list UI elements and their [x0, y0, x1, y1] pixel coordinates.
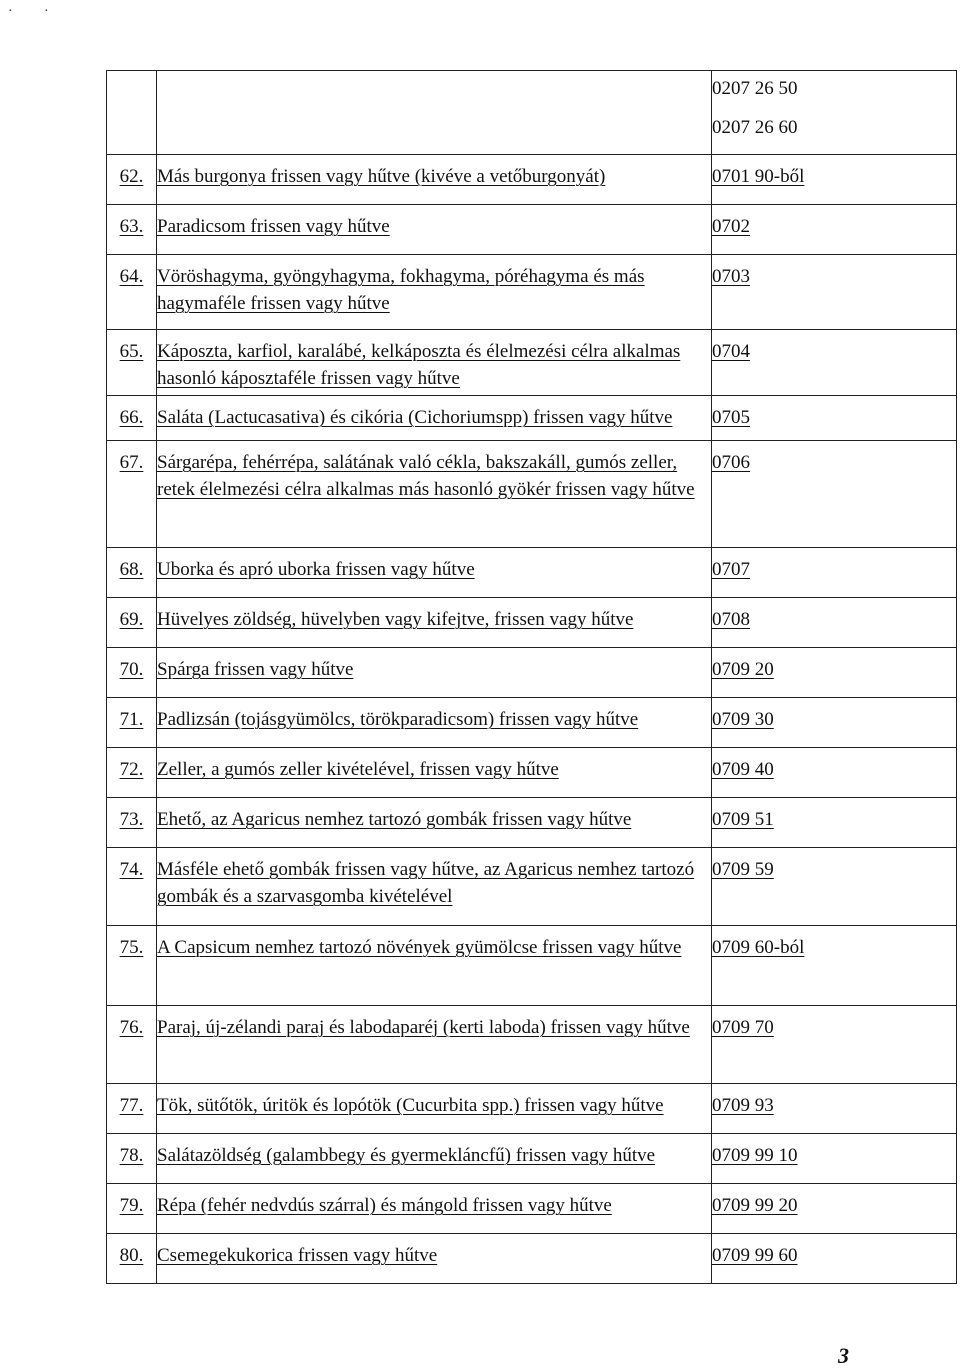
row-number-cell — [107, 926, 157, 1006]
row-description: A Capsicum nemhez tartozó növények gyümölcse frissen vagy hűtve — [157, 937, 682, 958]
row-number: 74. — [119, 859, 144, 880]
row-code-cell — [712, 598, 957, 648]
table-row — [107, 698, 957, 748]
row-code-cell — [712, 798, 957, 848]
row-number-cell — [107, 396, 157, 441]
row-code-cell — [712, 1006, 957, 1084]
row-number-cell — [107, 848, 157, 926]
row-code: 0709 99 60 — [712, 1245, 798, 1266]
table-row — [107, 330, 957, 396]
row-number: 70. — [119, 659, 144, 680]
row-description-cell — [157, 548, 712, 598]
row-code-cell — [712, 698, 957, 748]
row-code: 0709 51 — [712, 809, 774, 830]
row-number-cell — [107, 698, 157, 748]
row-description: Ehető, az Agaricus nemhez tartozó gombák frissen vagy hűtve — [157, 809, 632, 830]
header-code: 0207 26 60 — [712, 117, 798, 138]
table-row — [107, 598, 957, 648]
row-description-cell — [157, 155, 712, 205]
row-number: 67. — [119, 452, 144, 473]
code-cell — [712, 71, 957, 155]
row-number-cell — [107, 1234, 157, 1284]
row-description: Zeller, a gumós zeller kivételével, frissen vagy hűtve — [157, 759, 559, 780]
row-description: Paraj, új-zélandi paraj és labodaparéj (kerti laboda) frissen vagy hűtve — [157, 1017, 690, 1038]
row-number-cell — [107, 798, 157, 848]
row-number-cell — [107, 598, 157, 648]
row-number: 80. — [119, 1245, 144, 1266]
table-row — [107, 205, 957, 255]
row-description-cell — [157, 396, 712, 441]
row-code-cell — [712, 205, 957, 255]
table-row — [107, 548, 957, 598]
row-number: 77. — [119, 1095, 144, 1116]
row-description: Uborka és apró uborka frissen vagy hűtve — [157, 559, 475, 580]
row-description-cell — [157, 598, 712, 648]
table-row — [107, 1234, 957, 1284]
row-description-cell — [157, 1184, 712, 1234]
table-row — [107, 648, 957, 698]
row-code-cell — [712, 548, 957, 598]
row-code-cell — [712, 155, 957, 205]
table-row — [107, 798, 957, 848]
row-number: 71. — [119, 709, 144, 730]
row-code: 0707 — [712, 559, 750, 580]
row-description: Padlizsán (tojásgyümölcs, törökparadicsom) frissen vagy hűtve — [157, 709, 639, 730]
row-description-cell — [157, 798, 712, 848]
row-description-cell — [157, 1006, 712, 1084]
row-description: Saláta (Lactucasativa) és cikória (Cichoriumspp) frissen vagy hűtve — [157, 407, 673, 428]
row-number-cell — [107, 1084, 157, 1134]
row-number-cell — [107, 1006, 157, 1084]
row-code: 0703 — [712, 266, 750, 287]
row-code-cell — [712, 441, 957, 548]
row-number: 69. — [119, 609, 144, 630]
row-number: 78. — [119, 1145, 144, 1166]
row-code: 0705 — [712, 407, 750, 428]
row-code-cell — [712, 330, 957, 396]
row-description: Salátazöldség (galambbegy és gyermekláncfű) frissen vagy hűtve — [157, 1145, 656, 1166]
row-description-cell — [157, 1134, 712, 1184]
row-code: 0709 99 10 — [712, 1145, 798, 1166]
row-number: 63. — [119, 216, 144, 237]
row-number: 73. — [119, 809, 144, 830]
row-number: 72. — [119, 759, 144, 780]
page-number: 3 — [838, 1343, 849, 1368]
row-description: Tök, sütőtök, úritök és lopótök (Cucurbita spp.) frissen vagy hűtve — [157, 1095, 664, 1116]
table-row — [107, 1134, 957, 1184]
row-code-cell — [712, 255, 957, 330]
row-description: Sárgarépa, fehérrépa, salátának való cékla, bakszakáll, gumós zeller, retek élelmezési célra alkalmas más hasonló gyökér frissen vagy hűtve — [157, 452, 695, 500]
row-description-cell — [157, 1084, 712, 1134]
scan-mark: · — [44, 4, 49, 19]
row-number-cell — [107, 548, 157, 598]
row-description: Spárga frissen vagy hűtve — [157, 659, 354, 680]
row-description: Másféle ehető gombák frissen vagy hűtve, az Agaricus nemhez tartozó gombák és a szarvasgomba kivételével — [157, 859, 695, 907]
table-row — [107, 155, 957, 205]
row-number-cell — [107, 1134, 157, 1184]
row-description-cell — [157, 698, 712, 748]
row-description: Répa (fehér nedvdús szárral) és mángold frissen vagy hűtve — [157, 1195, 612, 1216]
row-code-cell — [712, 926, 957, 1006]
table-row — [107, 848, 957, 926]
row-description-cell — [157, 1234, 712, 1284]
row-code: 0709 59 — [712, 859, 774, 880]
scan-mark: · — [8, 4, 13, 19]
row-code-cell — [712, 1084, 957, 1134]
description-cell — [157, 71, 712, 155]
row-description: Csemegekukorica frissen vagy hűtve — [157, 1245, 438, 1266]
row-number-cell — [107, 648, 157, 698]
row-number-cell — [107, 205, 157, 255]
row-description-cell — [157, 205, 712, 255]
row-code: 0709 40 — [712, 759, 774, 780]
row-code-cell — [712, 748, 957, 798]
table-row — [107, 255, 957, 330]
row-description: Más burgonya frissen vagy hűtve (kivéve a vetőburgonyát) — [157, 166, 606, 187]
row-description: Paradicsom frissen vagy hűtve — [157, 216, 390, 237]
row-number-cell — [107, 255, 157, 330]
row-code-cell — [712, 1234, 957, 1284]
row-description-cell — [157, 926, 712, 1006]
row-code: 0709 60-ból — [712, 937, 805, 958]
row-code: 0709 70 — [712, 1017, 774, 1038]
row-code: 0709 99 20 — [712, 1195, 798, 1216]
row-description: Vöröshagyma, gyöngyhagyma, fokhagyma, póréhagyma és más hagymaféle frissen vagy hűtve — [157, 266, 645, 314]
row-code: 0709 93 — [712, 1095, 774, 1116]
row-code-cell — [712, 1184, 957, 1234]
table-row — [107, 1084, 957, 1134]
row-number-cell — [107, 1184, 157, 1234]
tariff-table — [106, 70, 957, 1284]
row-number: 79. — [119, 1195, 144, 1216]
row-description-cell — [157, 255, 712, 330]
row-description-cell — [157, 748, 712, 798]
row-number: 64. — [119, 266, 144, 287]
row-code: 0709 30 — [712, 709, 774, 730]
table-row — [107, 1184, 957, 1234]
row-number: 75. — [119, 937, 144, 958]
table-row — [107, 1006, 957, 1084]
row-code: 0708 — [712, 609, 750, 630]
row-code-cell — [712, 648, 957, 698]
row-code-cell — [712, 396, 957, 441]
row-code-cell — [712, 1134, 957, 1184]
row-number-cell — [107, 155, 157, 205]
row-code: 0704 — [712, 341, 750, 362]
row-description-cell — [157, 441, 712, 548]
row-code-cell — [712, 848, 957, 926]
row-code: 0701 90-ből — [712, 166, 805, 187]
row-code: 0706 — [712, 452, 750, 473]
row-number-cell — [107, 71, 157, 155]
row-number: 76. — [119, 1017, 144, 1038]
table-row — [107, 396, 957, 441]
row-number: 62. — [119, 166, 144, 187]
row-number: 68. — [119, 559, 144, 580]
header-code: 0207 26 50 — [712, 78, 798, 99]
row-number: 65. — [119, 341, 144, 362]
table-row — [107, 926, 957, 1006]
row-number-cell — [107, 330, 157, 396]
row-number-cell — [107, 748, 157, 798]
row-description-cell — [157, 330, 712, 396]
row-description-cell — [157, 848, 712, 926]
table-row — [107, 748, 957, 798]
row-number: 66. — [119, 407, 144, 428]
row-description: Hüvelyes zöldség, hüvelyben vagy kifejtve, frissen vagy hűtve — [157, 609, 634, 630]
row-code: 0702 — [712, 216, 750, 237]
row-code: 0709 20 — [712, 659, 774, 680]
table-row-header-codes — [107, 71, 957, 155]
table-row — [107, 441, 957, 548]
row-description: Káposzta, karfiol, karalábé, kelkáposzta és élelmezési célra alkalmas hasonló káposztaféle frissen vagy hűtve — [157, 341, 681, 389]
row-number-cell — [107, 441, 157, 548]
row-description-cell — [157, 648, 712, 698]
